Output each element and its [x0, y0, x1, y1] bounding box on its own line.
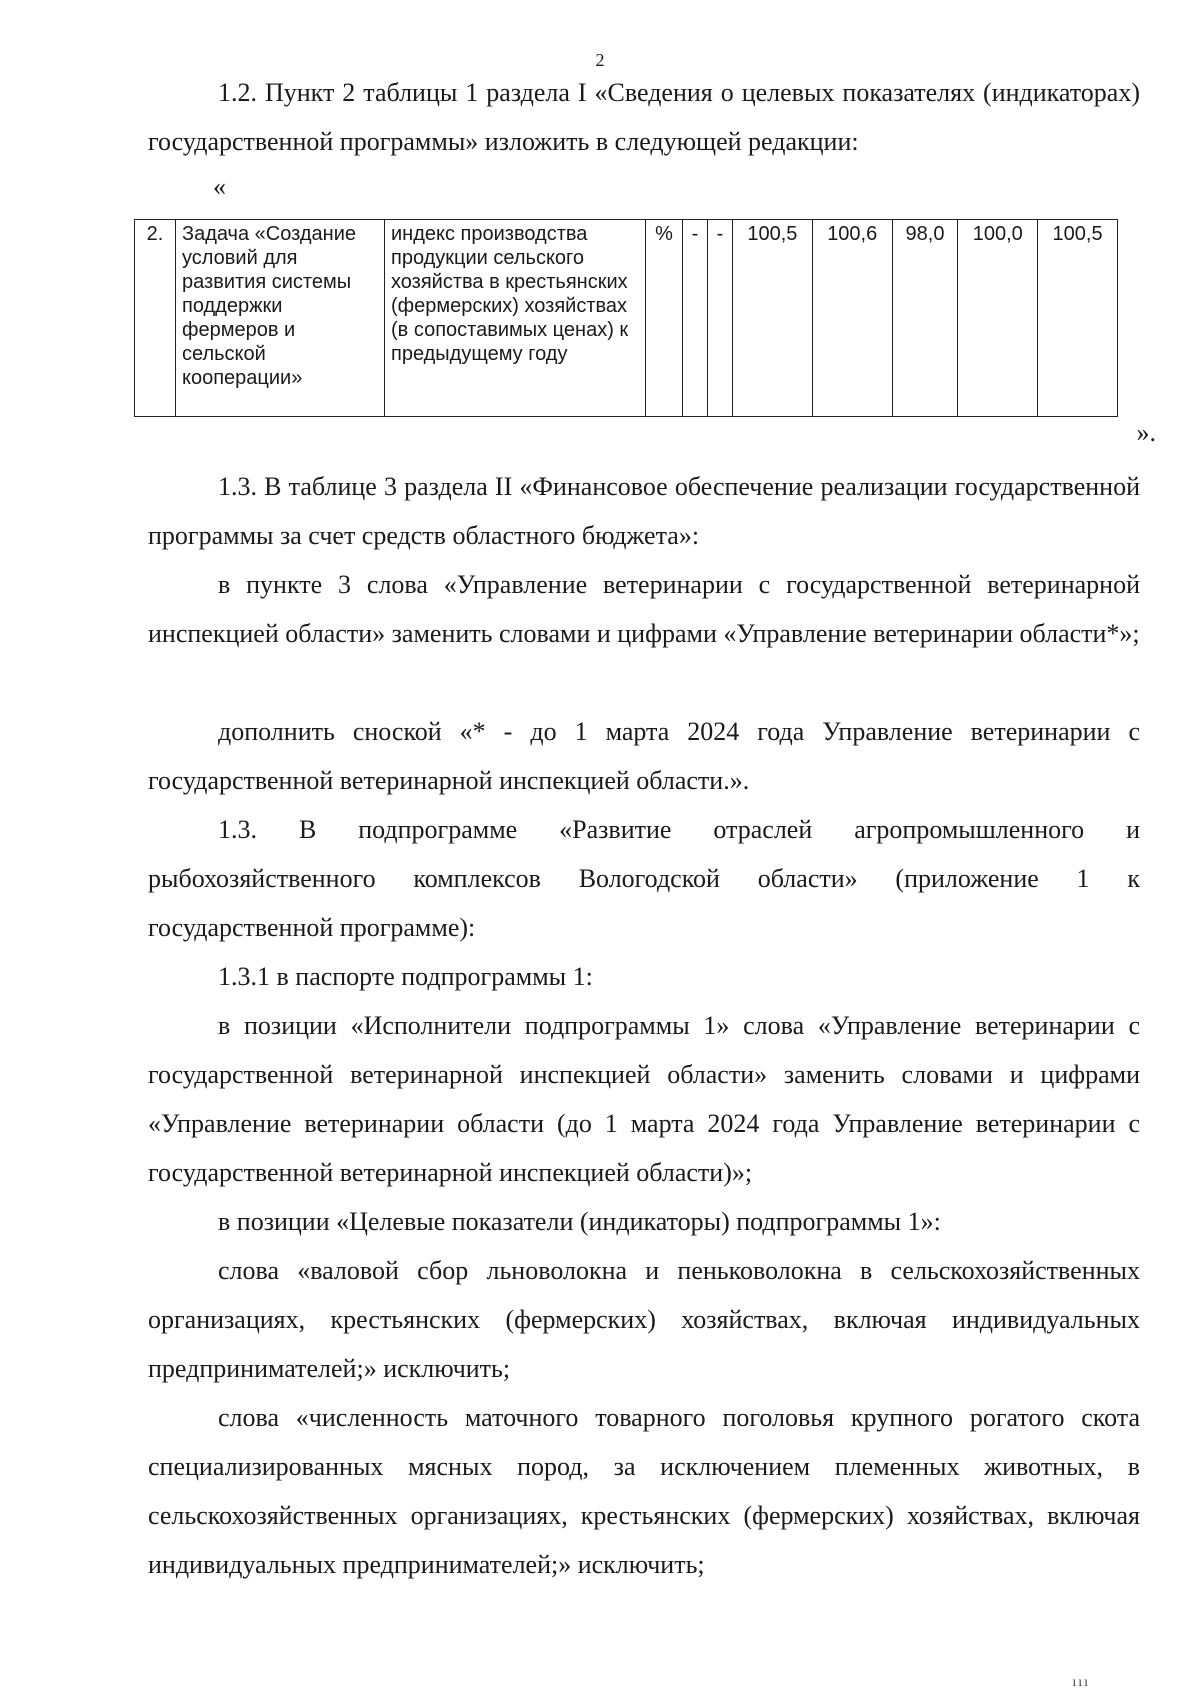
value-cell-1: 100,5 [733, 220, 813, 417]
paragraph-1-3-1: 1.3.1 в паспорте подпрограммы 1: [218, 962, 593, 991]
paragraph-1-2: 1.2. Пункт 2 таблицы 1 раздела I «Сведения о целевых показателях (индикаторах) государственной программы» изложить в следующей редакции: [148, 78, 1140, 156]
value-cell-2: 100,6 [812, 220, 892, 417]
paragraph-cattle-words: слова «численность маточного товарного поголовья крупного рогатого скота специализированных мясных пород, за исключением племенных животных, в сельскохозяйственных организациях, крестьянских (фермерских) хозяйствах, включая индивидуальных предпринимателей;» исключить; [148, 1403, 1140, 1579]
unit-cell: % [646, 220, 683, 417]
value-cell-3: 98,0 [892, 220, 958, 417]
value-cell-4: 100,0 [958, 220, 1038, 417]
indicator-cell: индекс производства продукции сельского хозяйства в крестьянских (фермерских) хозяйствах (в сопоставимых ценах) к предыдущему году [385, 220, 646, 417]
paragraph-1-3-table3: 1.3. В таблице 3 раздела II «Финансовое обеспечение реализации государственной программы за счет средств областного бюджета»: [148, 472, 1140, 550]
dash-cell-2: - [708, 220, 733, 417]
row-number: 2. [135, 220, 176, 417]
table-quote-close: ». [1136, 418, 1156, 447]
indicator-table [134, 219, 1118, 417]
paragraph-point3: в пункте 3 слова «Управление ветеринарии с государственной ветеринарной инспекцией области» заменить словами и цифрами «Управление ветеринарии области*»; [148, 570, 1140, 648]
task-cell: Задача «Создание условий для развития системы поддержки фермеров и сельской кооперации» [176, 220, 385, 417]
dash-cell-1: - [683, 220, 708, 417]
corner-mark: ııı [1072, 1675, 1090, 1690]
paragraph-indicators: в позиции «Целевые показатели (индикаторы) подпрограммы 1»: [218, 1207, 941, 1236]
paragraph-executors: в позиции «Исполнители подпрограммы 1» слова «Управление ветеринарии с государственной ветеринарной инспекцией области» заменить словами и цифрами «Управление ветеринарии области (до 1 марта 2024 года Управление ветеринарии с государственной ветеринарной инспекцией области)»; [148, 1011, 1140, 1187]
table-quote-open: « [213, 172, 226, 201]
page-number: 2 [595, 50, 605, 70]
paragraph-flax-words: слова «валовой сбор льноволокна и пеньковолокна в сельскохозяйственных организациях, крестьянских (фермерских) хозяйствах, включая индивидуальных предпринимателей;» исключить; [148, 1256, 1140, 1383]
value-cell-5: 100,5 [1038, 220, 1118, 417]
table-row [135, 220, 1118, 417]
paragraph-footnote: дополнить сноской «* - до 1 марта 2024 года Управление ветеринарии с государственной ветеринарной инспекцией области.». [148, 717, 1140, 795]
paragraph-1-3-subprogram: 1.3. В подпрограмме «Развитие отраслей агропромышленного и рыбохозяйственного комплексов Вологодской области» (приложение 1 к государственной программе): [148, 815, 1140, 942]
